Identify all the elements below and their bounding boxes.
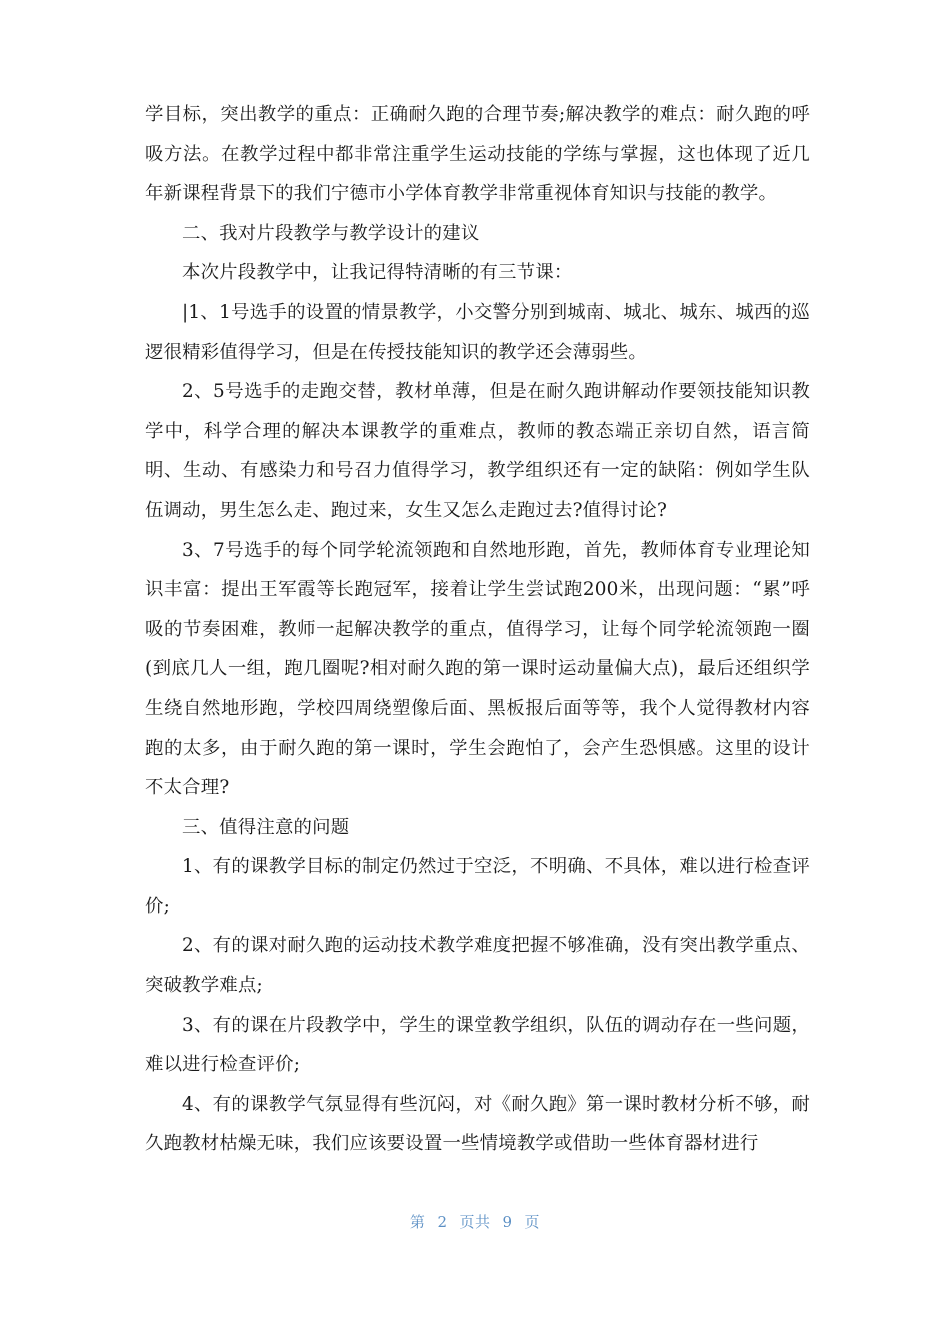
footer-current-page: 2 bbox=[437, 1213, 448, 1231]
paragraph: 2、有的课对耐久跑的运动技术教学难度把握不够准确，没有突出教学重点、突破教学难点; bbox=[145, 935, 810, 997]
paragraph: 4、有的课教学气氛显得有些沉闷，对《耐久跑》第一课时教材分析不够，耐久跑教材枯燥无味，我们应该要设置一些情境教学或借助一些体育器材进行 bbox=[145, 1093, 810, 1155]
paragraph: 3、7号选手的每个同学轮流领跑和自然地形跑，首先，教师体育专业理论知识丰富：提出王军霞等长跑冠军，接着让学生尝试跑200米，出现问题：“累”呼吸的节奏困难，教师一起解决教学的重点，值得学习，让每个同学轮流领跑一圈(到底几人一组，跑几圈呢?相对耐久跑的第一课时运动量偏大点)，最后还组织学生绕自然地形跑，学校四周绕塑像后面、黑板报后面等等，我个人觉得教材内容跑的太多，由于耐久跑的第一课时，学生会跑怕了，会产生恐惧感。这里的设计不太合理? bbox=[145, 539, 810, 799]
paragraph: 3、有的课在片段教学中，学生的课堂教学组织，队伍的调动存在一些问题，难以进行检查评价; bbox=[145, 1014, 810, 1076]
page-number-footer bbox=[0, 1212, 950, 1232]
paragraph: 2、5号选手的走跑交替，教材单薄，但是在耐久跑讲解动作要领技能知识教学中，科学合理的解决本课教学的重难点，教师的教态端正亲切自然，语言简明、生动、有感染力和号召力值得学习，教学组织还有一定的缺陷：例如学生队伍调动，男生怎么走、跑过来，女生又怎么走跑过去?值得讨论? bbox=[145, 381, 810, 521]
document-body bbox=[145, 95, 810, 1164]
paragraph: |1、1号选手的设置的情景教学，小交警分别到城南、城北、城东、城西的巡逻很精彩值得学习，但是在传授技能知识的教学还会薄弱些。 bbox=[145, 301, 810, 363]
footer-total-pages: 9 bbox=[502, 1213, 513, 1231]
section-heading: 二、我对片段教学与教学设计的建议 bbox=[182, 222, 480, 244]
paragraph: 本次片段教学中，让我记得特清晰的有三节课： bbox=[182, 262, 573, 284]
footer-middle: 页共 bbox=[459, 1213, 491, 1231]
paragraph: 学目标，突出教学的重点：正确耐久跑的合理节奏;解决教学的难点：耐久跑的呼吸方法。在教学过程中都非常注重学生运动技能的学练与掌握，这也体现了近几年新课程背景下的我们宁德市小学体育教学非常重视体育知识与技能的教学。 bbox=[145, 104, 810, 205]
paragraph: 1、有的课教学目标的制定仍然过于空泛，不明确、不具体，难以进行检查评价; bbox=[145, 856, 810, 917]
footer-prefix: 第 bbox=[409, 1213, 426, 1231]
section-heading: 三、值得注意的问题 bbox=[182, 816, 350, 838]
footer-suffix: 页 bbox=[524, 1213, 541, 1231]
